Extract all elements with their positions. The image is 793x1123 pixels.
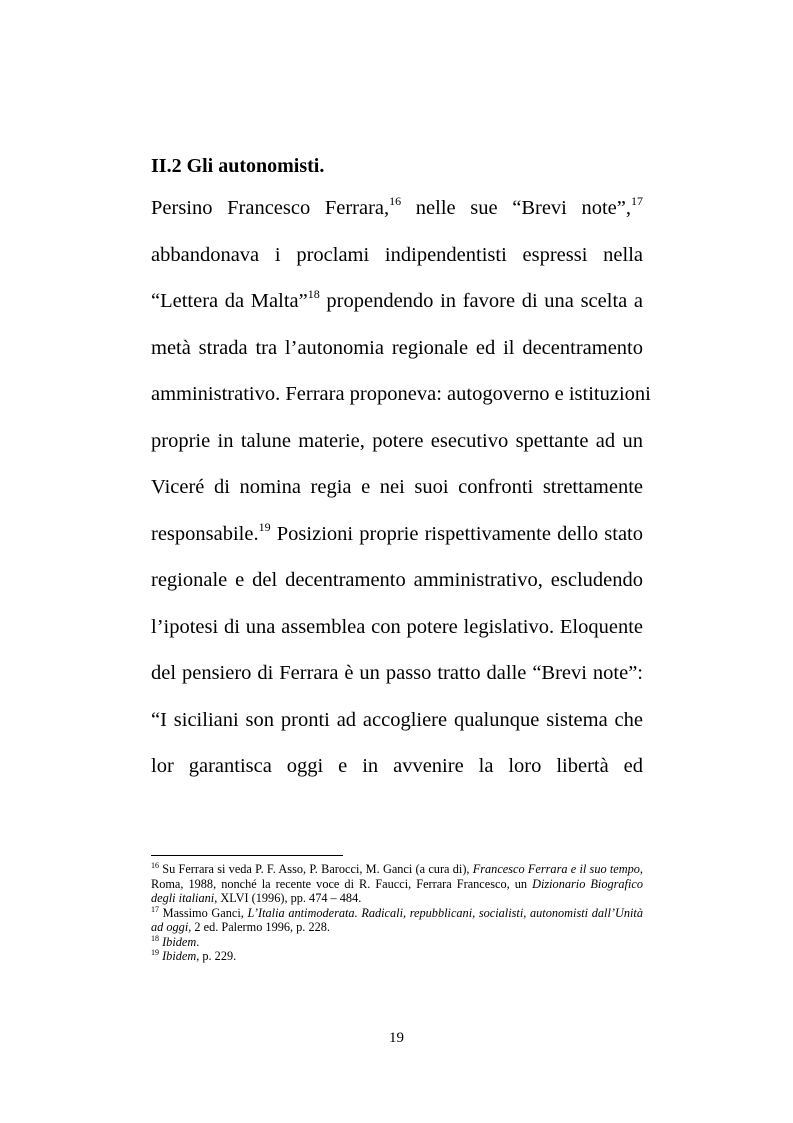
section-heading: II.2 Gli autonomisti. (151, 155, 325, 177)
text-line-9: regionale e del decentramento amministrativo, escludendo (151, 569, 643, 591)
text-line-10: l’ipotesi di una assemblea con potere legislativo. Eloquente (151, 615, 643, 638)
body-paragraph (151, 190, 651, 795)
footnote-ref-17[interactable]: 17 (631, 194, 644, 208)
footnote-separator (151, 855, 343, 856)
footnote-title: Francesco Ferrara e il suo tempo (472, 862, 640, 876)
footnote-text: . (196, 934, 200, 949)
footnote-text: , Roma, 1988, nonché la recente voce di R. Faucci, Ferrara Francesco, un (151, 862, 643, 891)
footnote-number: 19 (151, 948, 159, 957)
footnote-title: Dizionario Biografico degli italiani (151, 876, 643, 905)
text-segment: propendendo in favore di una scelta a (319, 290, 643, 312)
page-number: 19 (389, 1030, 404, 1046)
footnote-ref-18[interactable]: 18 (307, 287, 320, 301)
footnote-text: , 2 ed. Palermo 1996, p. 228. (188, 920, 330, 934)
text-line-2: abbandonava i proclami indipendentisti espressi nella (151, 243, 643, 266)
text-line-6: proprie in talune materie, potere esecutivo spettante ad un (151, 429, 643, 452)
text-line-7: Viceré di nomina regia e nei suoi confronti strettamente (151, 476, 643, 498)
footnote-16 (151, 862, 643, 906)
text-segment: responsabile. (151, 522, 259, 545)
footnote-18 (151, 935, 643, 950)
footnote-17 (151, 906, 643, 935)
footnote-ref-16[interactable]: 16 (389, 194, 402, 208)
text-segment: nelle sue “Brevi note”, (401, 197, 632, 219)
footnote-text: Massimo Ganci, (159, 905, 248, 920)
footnote-19 (151, 949, 643, 964)
footnote-number: 18 (151, 933, 159, 943)
footnote-title: Ibidem (162, 934, 197, 949)
text-line-4: metà strada tra l’autonomia regionale ed il decentramento (151, 336, 643, 359)
text-line-1 (151, 190, 643, 237)
footnote-text: , XLVI (1996), pp. 474 – 484. (214, 891, 362, 905)
footnote-text: Su Ferrara si veda P. F. Asso, P. Barocci, M. Ganci (a cura di), (159, 862, 473, 876)
footnote-title: L’Italia antimoderata. Radicali, repubblicani, socialisti, autonomisti dall’Unità ad oggi (151, 905, 643, 934)
text-line-8 (151, 516, 643, 563)
footnote-ref-19[interactable]: 19 (258, 519, 271, 534)
text-line-11: del pensiero di Ferrara è un passo tratto dalle “Brevi note”: (151, 662, 643, 684)
text-line-5: amministrativo. Ferrara proponeva: autogoverno e istituzioni (151, 383, 651, 405)
footnote-number: 17 (151, 904, 159, 914)
text-segment: Persino Francesco Ferrara, (151, 197, 390, 219)
footnotes (151, 862, 643, 964)
text-segment: “Lettera da Malta” (151, 290, 308, 312)
text-line-3 (151, 283, 643, 330)
text-line-12: “I siciliani son pronti ad accogliere qualunque sistema che (151, 708, 643, 731)
footnote-title: Ibidem (162, 949, 197, 963)
text-segment: Posizioni proprie rispettivamente dello stato (270, 522, 643, 545)
text-line-13: lor garantisca oggi e in avvenire la loro libertà ed (151, 755, 643, 777)
footnote-number: 16 (151, 861, 159, 870)
footnote-text: , p. 229. (196, 949, 237, 963)
